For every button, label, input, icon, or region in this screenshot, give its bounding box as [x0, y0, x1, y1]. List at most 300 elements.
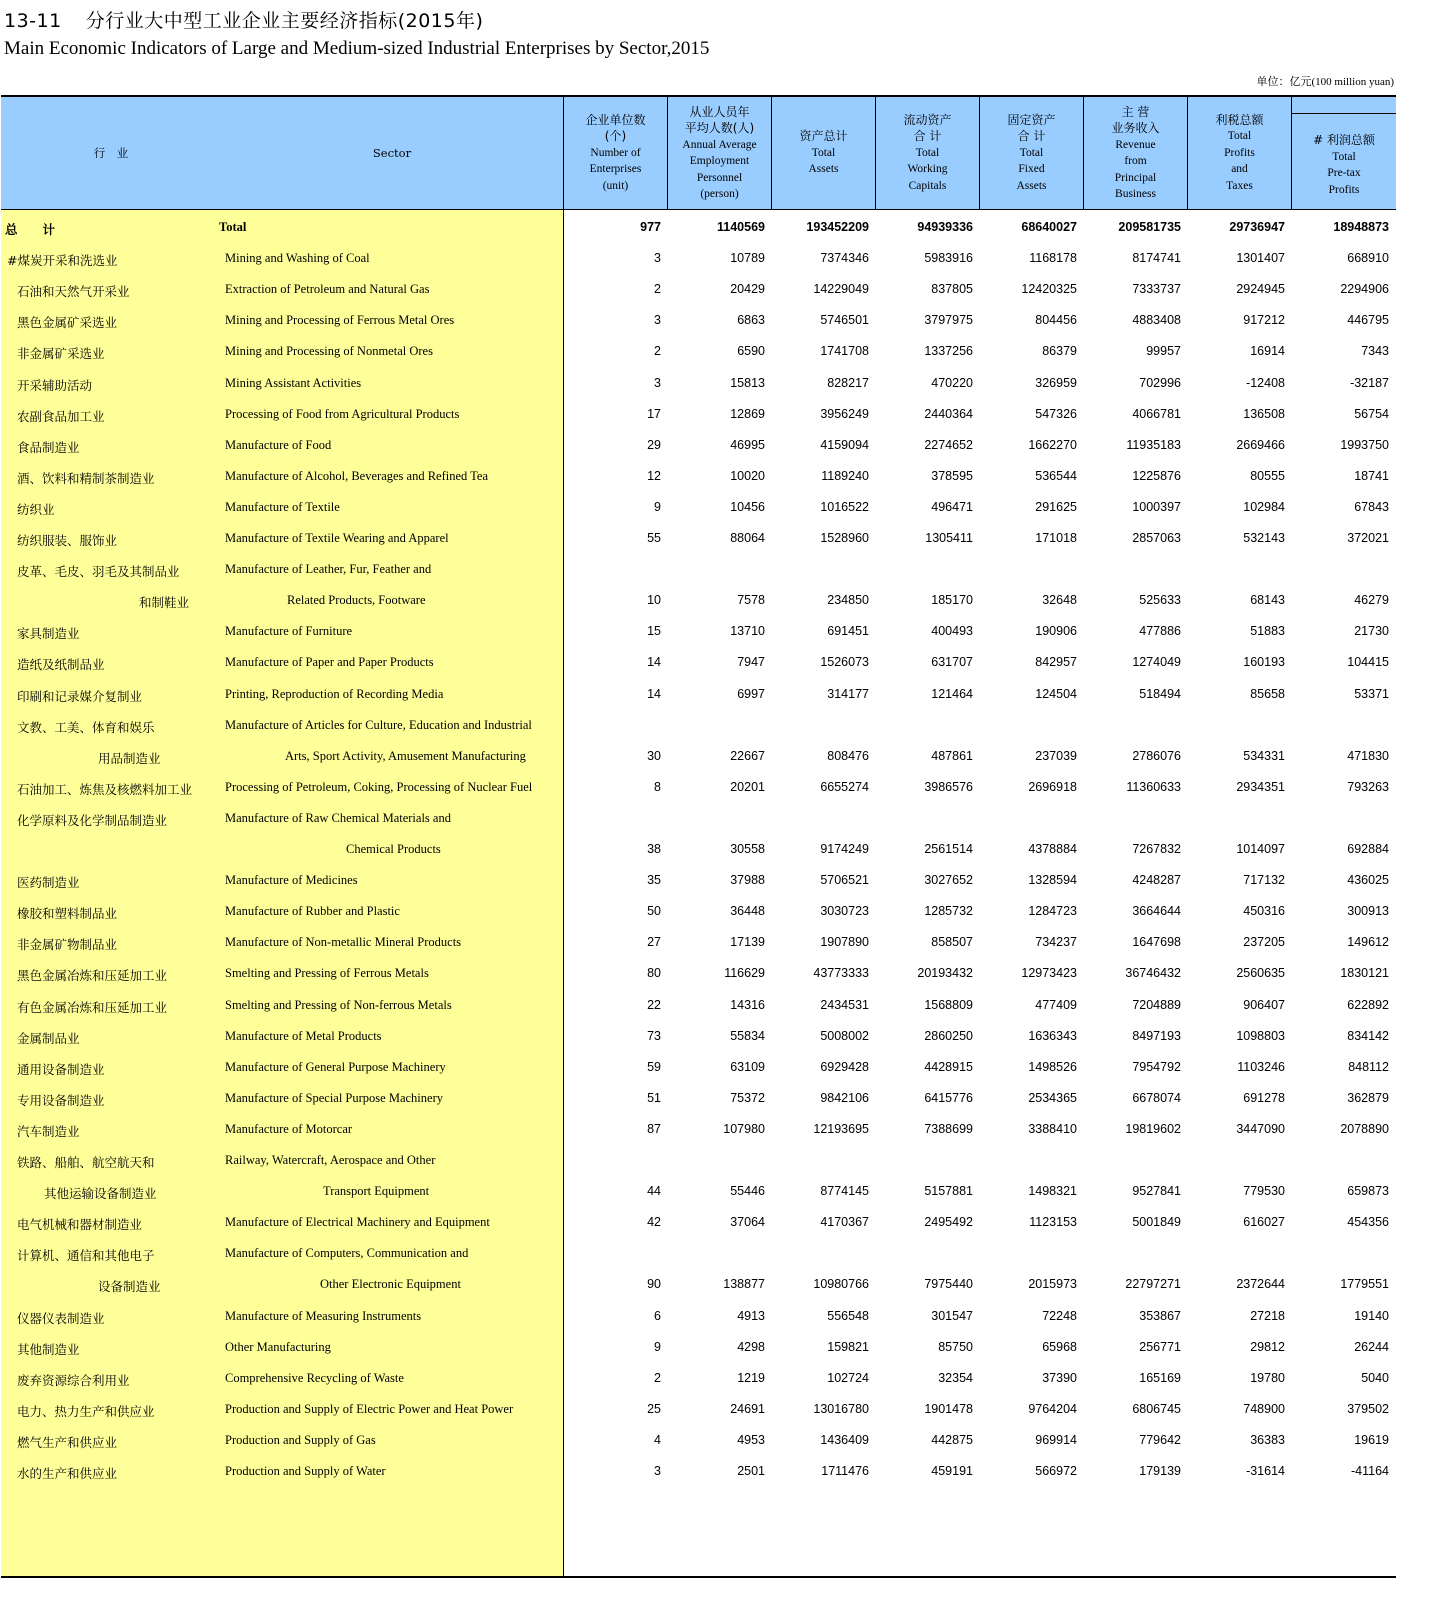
sector-name-en: Manufacture of Articles for Culture, Education and Industrial	[225, 717, 532, 732]
value-cell: 477886	[1139, 624, 1181, 639]
value-cell: 2440364	[924, 406, 973, 421]
value-cell: 837805	[931, 282, 973, 297]
value-cell: 3447090	[1236, 1121, 1285, 1136]
value-cell: 858507	[931, 935, 973, 950]
header-en-line: Total	[915, 146, 940, 159]
value-cell: 7578	[737, 593, 765, 608]
header-cn-line: 流动资产	[903, 112, 952, 127]
value-cell: 2015973	[1028, 1277, 1077, 1292]
value-cell: 46279	[1354, 593, 1389, 608]
value-cell: 19619	[1354, 1432, 1389, 1447]
value-cell: 1328594	[1028, 873, 1077, 888]
value-cell: 7975440	[924, 1277, 973, 1292]
value-cell: 29736947	[1229, 220, 1285, 234]
sector-name-en: Manufacture of Raw Chemical Materials and	[225, 810, 451, 825]
value-cell: 326959	[1035, 375, 1077, 390]
value-cell: 10	[647, 593, 661, 608]
value-cell: 779642	[1139, 1432, 1181, 1447]
value-cell: 1498321	[1028, 1184, 1077, 1199]
sector-name-en: Comprehensive Recycling of Waste	[225, 1370, 404, 1385]
value-cell: 102984	[1243, 499, 1285, 514]
header-en-line: Business	[1115, 188, 1156, 200]
value-cell: 2857063	[1132, 531, 1181, 545]
sector-name-cn: 废弃资源综合利用业	[17, 1372, 130, 1388]
value-cell: 4170367	[820, 1215, 869, 1230]
value-cell: 1498526	[1028, 1059, 1077, 1074]
table-row	[1, 834, 1396, 865]
header-column-5	[1084, 97, 1187, 209]
sector-name-en: Manufacture of Furniture	[225, 624, 353, 639]
header-divider	[979, 97, 980, 209]
table-row	[1, 1269, 1396, 1300]
table-row	[1, 554, 1396, 585]
header-subrule	[1291, 113, 1396, 114]
value-cell: 1528960	[820, 531, 869, 545]
value-cell: 808476	[827, 748, 869, 763]
table-row	[1, 1021, 1396, 1052]
sector-name-en: Manufacture of Food	[225, 437, 332, 452]
value-cell: 1168178	[1029, 251, 1077, 266]
value-cell: 6929428	[820, 1059, 869, 1074]
value-cell: 32648	[1042, 593, 1077, 608]
sector-name-en: Production and Supply of Gas	[225, 1432, 376, 1447]
value-cell: 692884	[1347, 842, 1389, 856]
header-en-line: Enterprises	[589, 163, 642, 176]
sector-name-cn: #煤炭开采和洗选业	[7, 253, 118, 269]
value-cell: 138877	[723, 1277, 765, 1292]
value-cell: 436025	[1347, 873, 1389, 888]
value-cell: 67843	[1354, 499, 1389, 514]
value-cell: 63109	[730, 1059, 765, 1074]
value-cell: 20201	[730, 779, 765, 794]
value-cell: 2	[654, 344, 661, 359]
bottom-rule	[1, 1576, 1396, 1578]
header-en-line: (unit)	[602, 179, 629, 192]
value-cell: 5983916	[924, 251, 973, 266]
table-title-chinese	[4, 6, 483, 33]
value-cell: 7374346	[820, 251, 869, 266]
value-cell: 7343	[1361, 344, 1389, 359]
value-cell: 2560635	[1236, 966, 1285, 981]
value-cell: 10980766	[813, 1277, 869, 1292]
value-cell: 1711476	[821, 1464, 869, 1478]
header-cn-line: (个)	[604, 129, 627, 144]
value-cell: 3	[654, 1464, 661, 1478]
sector-name-en: Processing of Food from Agricultural Products	[225, 406, 460, 421]
header-en-line: Principal	[1114, 171, 1157, 184]
value-cell: 10789	[730, 251, 765, 266]
value-cell: 25	[647, 1401, 661, 1416]
value-cell: 22797271	[1125, 1277, 1181, 1292]
value-cell: 2786076	[1132, 748, 1181, 763]
sector-name-cn: 橡胶和塑料制品业	[17, 906, 118, 922]
value-cell: 3	[654, 251, 661, 266]
header-en-line: Annual Average	[682, 138, 757, 151]
header-cn-line: 平均人数(人)	[684, 121, 755, 135]
value-cell: 22	[647, 997, 661, 1012]
value-cell: 2294906	[1340, 282, 1389, 297]
sector-name-cn: 文教、工美、体育和娱乐	[17, 719, 155, 735]
table-row	[1, 1394, 1396, 1425]
sector-name-en: Mining and Processing of Nonmetal Ores	[225, 344, 433, 359]
value-cell: 1830121	[1340, 966, 1389, 981]
table-row	[1, 336, 1396, 367]
header-column-4	[980, 97, 1083, 209]
value-cell: 29812	[1250, 1339, 1285, 1354]
sector-name-en: Processing of Petroleum, Coking, Processing of Nuclear Fuel	[225, 779, 533, 794]
value-cell: 15	[647, 624, 661, 639]
value-cell: 3027652	[924, 873, 973, 888]
value-cell: 124504	[1035, 686, 1077, 701]
value-cell: 748900	[1243, 1401, 1285, 1416]
value-cell: 1662270	[1028, 437, 1077, 452]
value-cell: 906407	[1243, 997, 1285, 1012]
value-cell: 4913	[737, 1308, 765, 1323]
sector-name-en: Other Manufacturing	[225, 1339, 331, 1354]
value-cell: 470220	[931, 375, 973, 390]
value-cell: 37064	[730, 1215, 765, 1230]
table-row	[1, 1456, 1396, 1487]
table-row	[1, 990, 1396, 1021]
value-cell: 51	[647, 1090, 661, 1105]
table-row	[1, 896, 1396, 927]
value-cell: 17139	[730, 935, 765, 950]
value-cell: 87	[647, 1121, 661, 1136]
value-cell: 6415776	[924, 1090, 973, 1105]
sector-name-en: Manufacture of Rubber and Plastic	[225, 904, 400, 919]
table-row	[1, 492, 1396, 523]
value-cell: 136508	[1243, 406, 1285, 421]
value-cell: 9	[654, 499, 661, 514]
value-cell: 1016522	[820, 499, 869, 514]
data-table	[1, 95, 1396, 1579]
sector-name-cn: 纺织服装、服饰业	[17, 533, 118, 548]
value-cell: 21730	[1354, 624, 1389, 639]
value-cell: 190906	[1035, 624, 1077, 639]
value-cell: 53371	[1354, 686, 1389, 701]
value-cell: 22667	[730, 748, 765, 763]
value-cell: 50	[647, 904, 661, 919]
table-row	[1, 1332, 1396, 1363]
value-cell: 4428915	[924, 1059, 973, 1074]
value-cell: 16914	[1250, 344, 1285, 359]
sector-name-cn: 非金属矿采选业	[17, 346, 105, 362]
header-sector-cn: 行 业	[93, 145, 129, 160]
value-cell: 80555	[1250, 468, 1285, 483]
value-cell: 2372644	[1236, 1277, 1285, 1292]
value-cell: 9527841	[1132, 1184, 1181, 1199]
value-cell: 487861	[931, 748, 973, 763]
header-divider	[563, 97, 564, 209]
value-cell: 165169	[1139, 1370, 1181, 1385]
value-cell: 1436409	[820, 1432, 869, 1447]
value-cell: 536544	[1035, 468, 1077, 483]
value-cell: 1140569	[717, 220, 765, 234]
table-row	[1, 1176, 1396, 1207]
sector-name-en: Manufacture of Medicines	[225, 873, 358, 888]
sector-name-cn: 其他运输设备制造业	[44, 1186, 157, 1202]
value-cell: 1901478	[924, 1401, 973, 1416]
value-cell: 622892	[1347, 997, 1389, 1012]
value-cell: 547326	[1035, 406, 1077, 421]
value-cell: 301547	[931, 1308, 973, 1323]
table-number: 13-11	[4, 10, 62, 32]
value-cell: 13016780	[813, 1401, 869, 1416]
value-cell: 32354	[938, 1370, 973, 1385]
value-cell: 9	[654, 1339, 661, 1354]
value-cell: 314177	[827, 686, 869, 701]
table-row	[1, 1052, 1396, 1083]
value-cell: 1526073	[820, 655, 869, 670]
header-cn-line: 合 计	[913, 129, 942, 144]
value-cell: 6806745	[1132, 1401, 1181, 1416]
sector-name-cn: 家具制造业	[17, 626, 80, 642]
sector-name-en: Extraction of Petroleum and Natural Gas	[225, 282, 430, 297]
header-cn-line: # 利润总额	[1313, 133, 1375, 147]
value-cell: 300913	[1347, 904, 1389, 919]
value-cell: 659873	[1347, 1184, 1389, 1199]
value-cell: 9764204	[1028, 1401, 1077, 1416]
value-cell: 38	[647, 842, 661, 856]
header-divider	[875, 97, 876, 209]
value-cell: 36746432	[1125, 966, 1181, 981]
sector-name-en: Manufacture of Textile Wearing and Apparel	[225, 531, 449, 545]
value-cell: 10020	[730, 468, 765, 483]
value-cell: 1741708	[820, 344, 869, 359]
value-cell: 149612	[1347, 935, 1389, 950]
sector-name-en: Transport Equipment	[323, 1184, 430, 1199]
value-cell: 2	[654, 1370, 661, 1385]
value-cell: -31614	[1246, 1464, 1285, 1478]
value-cell: 14	[647, 686, 661, 701]
value-cell: 4159094	[820, 437, 869, 452]
value-cell: 291625	[1035, 499, 1077, 514]
sector-name-cn: 通用设备制造业	[17, 1061, 105, 1077]
sector-name-cn: 食品制造业	[17, 439, 80, 455]
sector-name-cn: 纺织业	[17, 501, 55, 517]
value-cell: 5040	[1361, 1370, 1389, 1385]
value-cell: 5008002	[820, 1028, 869, 1043]
header-en-line: Number of	[590, 146, 641, 159]
value-cell: 450316	[1243, 904, 1285, 919]
value-cell: 518494	[1139, 686, 1181, 701]
sector-name-cn: 其他制造业	[17, 1341, 80, 1357]
sector-name-en: Manufacture of Special Purpose Machinery	[225, 1090, 443, 1105]
header-en-line: Profits	[1224, 146, 1255, 159]
header-en-line: Total	[811, 146, 836, 159]
value-cell: 88064	[730, 531, 765, 545]
value-cell: 6678074	[1132, 1090, 1181, 1105]
sector-name-en: Manufacture of Electrical Machinery and Equipment	[225, 1215, 490, 1230]
sector-name-en: Production and Supply of Electric Power and Heat Power	[225, 1401, 514, 1416]
value-cell: 85658	[1250, 686, 1285, 701]
value-cell: 1103246	[1237, 1059, 1285, 1074]
value-cell: 99957	[1146, 344, 1181, 359]
value-cell: 19780	[1250, 1370, 1285, 1385]
table-body	[1, 210, 1396, 1576]
sector-name-cn: 黑色金属冶炼和压延加工业	[17, 968, 168, 984]
sector-name-en: Arts, Sport Activity, Amusement Manufacturing	[285, 748, 526, 763]
value-cell: 400493	[931, 624, 973, 639]
value-cell: 2274652	[924, 437, 973, 452]
value-cell: 372021	[1347, 531, 1389, 545]
table-row	[1, 1145, 1396, 1176]
table-row	[1, 430, 1396, 461]
value-cell: 121464	[931, 686, 973, 701]
header-column-3	[876, 97, 979, 209]
value-cell: -41164	[1351, 1464, 1389, 1478]
header-cn-line: 合 计	[1017, 129, 1046, 144]
sector-name-cn: 化学原料及化学制品制造业	[17, 812, 168, 828]
value-cell: 6863	[737, 313, 765, 328]
header-divider	[1187, 97, 1188, 209]
value-cell: 616027	[1243, 1215, 1285, 1230]
value-cell: 2669466	[1236, 437, 1285, 452]
value-cell: 848112	[1348, 1059, 1389, 1074]
value-cell: 8774145	[820, 1184, 869, 1199]
sector-name-cn: 计算机、通信和其他电子	[17, 1248, 155, 1264]
value-cell: 18948873	[1333, 220, 1389, 234]
value-cell: 27218	[1250, 1308, 1285, 1323]
value-cell: 20429	[730, 282, 765, 297]
header-en-line: Revenue	[1115, 138, 1156, 151]
total-row	[1, 212, 1396, 243]
value-cell: 1993750	[1340, 437, 1389, 452]
value-cell: 8	[654, 779, 661, 794]
value-cell: 12973423	[1021, 966, 1077, 981]
sector-name-cn: 医药制造业	[17, 875, 80, 891]
table-row	[1, 647, 1396, 678]
sector-name-cn: 皮革、毛皮、羽毛及其制品业	[17, 564, 180, 580]
value-cell: 72248	[1042, 1308, 1077, 1323]
value-cell: 828217	[827, 375, 869, 390]
table-row	[1, 803, 1396, 834]
value-cell: 7204889	[1132, 997, 1181, 1012]
header-sector-en: Sector	[372, 145, 412, 160]
header-en-line: Total	[1332, 150, 1356, 163]
value-cell: 2860250	[924, 1028, 973, 1043]
sector-name-en: Smelting and Pressing of Non-ferrous Metals	[225, 997, 452, 1012]
value-cell: 44	[647, 1184, 661, 1199]
value-cell: -12408	[1246, 375, 1285, 390]
value-cell: 116629	[724, 966, 765, 981]
sector-name-en: Printing, Reproduction of Recording Media	[225, 686, 444, 701]
value-cell: 534331	[1243, 748, 1285, 763]
value-cell: 734237	[1035, 935, 1077, 950]
value-cell: 1636343	[1028, 1028, 1077, 1043]
value-cell: 26244	[1354, 1339, 1389, 1354]
value-cell: 2434531	[820, 997, 869, 1012]
value-cell: 4248287	[1132, 873, 1181, 888]
value-cell: 55	[647, 531, 661, 545]
value-cell: 3986576	[924, 779, 973, 794]
header-en-line: Employment	[689, 155, 750, 167]
header-en-line: Working	[907, 163, 948, 176]
table-row	[1, 305, 1396, 336]
value-cell: 19140	[1354, 1308, 1389, 1323]
value-cell: 6997	[737, 686, 765, 701]
table-row	[1, 1114, 1396, 1145]
value-cell: 977	[640, 220, 661, 234]
header-divider	[667, 97, 668, 209]
sector-name-en: Production and Supply of Water	[225, 1464, 386, 1478]
value-cell: 1301407	[1236, 251, 1285, 266]
value-cell: 13710	[730, 624, 765, 639]
value-cell: 11935183	[1126, 437, 1181, 452]
value-cell: 631707	[931, 655, 973, 670]
value-cell: 6590	[737, 344, 765, 359]
value-cell: 9174249	[820, 842, 869, 856]
value-cell: 1274049	[1132, 655, 1181, 670]
value-cell: 36448	[730, 904, 765, 919]
sector-name-cn: 开采辅助活动	[17, 377, 93, 393]
value-cell: 1907890	[820, 935, 869, 950]
value-cell: 59	[647, 1059, 661, 1074]
value-cell: 24691	[730, 1401, 765, 1416]
table-row	[1, 927, 1396, 958]
value-cell: 55834	[730, 1028, 765, 1043]
header-en-line: Taxes	[1226, 179, 1253, 192]
sector-name-cn: 黑色金属矿采选业	[17, 315, 118, 331]
value-cell: 566972	[1035, 1464, 1077, 1478]
value-cell: 1098803	[1236, 1028, 1285, 1043]
value-cell: 9842106	[820, 1090, 869, 1105]
table-row	[1, 585, 1396, 616]
value-cell: 804456	[1035, 313, 1077, 328]
value-cell: 779530	[1243, 1184, 1285, 1199]
header-en-line: Profits	[1328, 183, 1360, 196]
header-en-line: Total	[1019, 146, 1044, 159]
sector-name-en: Manufacture of Textile	[225, 499, 340, 514]
header-en-line: and	[1231, 163, 1248, 176]
value-cell: 1568809	[924, 997, 973, 1012]
header-en-line: Personnel	[696, 171, 743, 184]
unit-label	[1257, 73, 1395, 89]
value-cell: 2934351	[1236, 779, 1285, 794]
value-cell: 29	[647, 437, 661, 452]
value-cell: 3	[654, 375, 661, 390]
sector-name-cn: 和制鞋业	[139, 595, 190, 611]
sector-name-cn: 汽车制造业	[17, 1123, 80, 1139]
value-cell: 446795	[1347, 313, 1389, 328]
value-cell: 5157881	[924, 1184, 973, 1199]
value-cell: 3030723	[820, 904, 869, 919]
value-cell: 1647698	[1132, 935, 1181, 950]
value-cell: 556548	[827, 1308, 869, 1323]
sector-name-cn: 酒、饮料和精制茶制造业	[17, 470, 155, 486]
table-row	[1, 1301, 1396, 1332]
sector-name-cn: 印刷和记录媒介复制业	[17, 688, 143, 704]
value-cell: 717132	[1243, 873, 1285, 888]
value-cell: 85750	[938, 1339, 973, 1354]
header-divider	[771, 97, 772, 209]
value-cell: 171018	[1035, 531, 1077, 545]
sector-name-en: Mining Assistant Activities	[225, 375, 362, 390]
table-row	[1, 710, 1396, 741]
header-column-2	[772, 97, 875, 209]
value-cell: 35	[647, 873, 661, 888]
header-cn-line: 业务收入	[1111, 121, 1160, 135]
table-row	[1, 1363, 1396, 1394]
value-cell: 68143	[1250, 593, 1285, 608]
value-cell: 459191	[931, 1464, 973, 1478]
title-cn-text: 分行业大中型工业企业主要经济指标(2015年)	[85, 10, 484, 32]
value-cell: 12	[647, 468, 661, 483]
value-cell: 917212	[1243, 313, 1285, 328]
value-cell: 379502	[1347, 1401, 1389, 1416]
value-cell: 20193432	[917, 966, 973, 981]
value-cell: 4953	[737, 1432, 765, 1447]
